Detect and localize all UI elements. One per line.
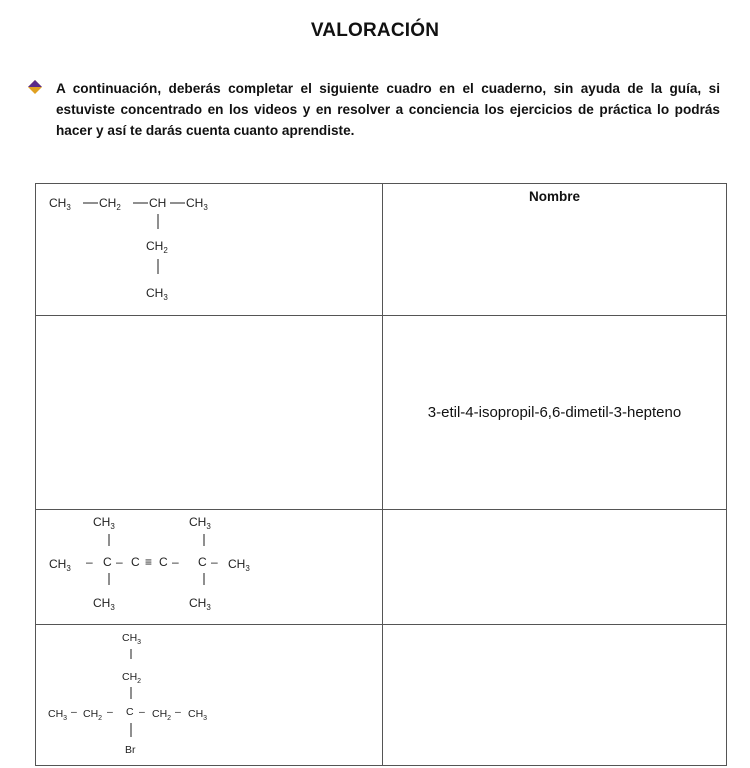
svg-text:CH3: $CH_3$ — [186, 196, 208, 212]
svg-text:–: – — [172, 555, 179, 569]
svg-text:CH3: $CH_3$ — [122, 632, 142, 646]
svg-text:CH2: $CH_2$ — [146, 239, 168, 255]
svg-text:C: C — [159, 555, 168, 569]
svg-text:CH2: $CH_2$ — [83, 708, 103, 722]
svg-text:CH3: $CH_3$ — [93, 596, 115, 612]
svg-text:CH3: $CH_3$ — [189, 596, 211, 612]
structure-alkyne-tetramethyl — [36, 510, 382, 624]
svg-text:CH3: $CH_3$ — [188, 708, 208, 722]
svg-text:–: – — [211, 555, 218, 569]
table-row — [36, 316, 727, 510]
column-header-nombre: Nombre — [528, 189, 580, 204]
instructions-paragraph: A continuación, deberás completar el siguiente cuadro en el cuaderno, sin ayuda de la guía, si estuviste concentrado en los videos y en resolver a conciencia los ejercicios de práctica lo podrás hacer y así te darás cuenta cuanto aprendiste. — [56, 81, 720, 138]
structure-cell — [36, 184, 383, 316]
page-title: VALORACIÓN — [310, 20, 440, 41]
name-cell — [383, 184, 727, 316]
name-cell-empty — [383, 625, 727, 766]
diamond-bullet-icon — [28, 80, 42, 94]
name-cell-empty — [383, 510, 727, 625]
svg-text:–: – — [71, 706, 77, 718]
svg-text:CH2: $CH_2$ — [152, 708, 172, 722]
svg-text:–: – — [86, 555, 93, 569]
structure-3-methylpentane-like — [36, 184, 382, 315]
structure-bromo-alkane — [36, 625, 382, 765]
compound-name: 3-etil-4-isopropil-6,6-dimetil-3-hepteno — [427, 404, 682, 421]
svg-text:CH3: $CH_3$ — [228, 557, 250, 573]
structure-cell-empty — [36, 316, 383, 510]
svg-text:CH2: $CH_2$ — [122, 671, 142, 685]
svg-text:C: C — [103, 555, 112, 569]
svg-text:C: C — [131, 555, 140, 569]
table-row — [36, 184, 727, 316]
svg-text:–: – — [116, 555, 123, 569]
svg-text:CH3: $CH_3$ — [48, 708, 68, 722]
svg-text:C: C — [126, 706, 134, 718]
structure-cell — [36, 625, 383, 766]
name-cell — [383, 316, 727, 510]
svg-text:CH3: $CH_3$ — [49, 196, 71, 212]
svg-text:CH3: $CH_3$ — [93, 515, 115, 531]
svg-text:CH3: $CH_3$ — [189, 515, 211, 531]
svg-text:Br: Br — [125, 744, 136, 756]
svg-text:CH3: $CH_3$ — [146, 286, 168, 302]
svg-text:CH: CH — [149, 196, 167, 210]
svg-text:–: – — [139, 706, 145, 718]
svg-text:–: – — [175, 706, 181, 718]
exercise-table — [35, 183, 727, 766]
svg-text:C: C — [198, 555, 207, 569]
structure-cell — [36, 510, 383, 625]
svg-text:≡: ≡ — [145, 555, 153, 569]
table-row — [36, 510, 727, 625]
svg-text:–: – — [107, 706, 113, 718]
svg-text:CH3: $CH_3$ — [49, 557, 71, 573]
svg-text:CH2: $CH_2$ — [99, 196, 121, 212]
table-row — [36, 625, 727, 766]
